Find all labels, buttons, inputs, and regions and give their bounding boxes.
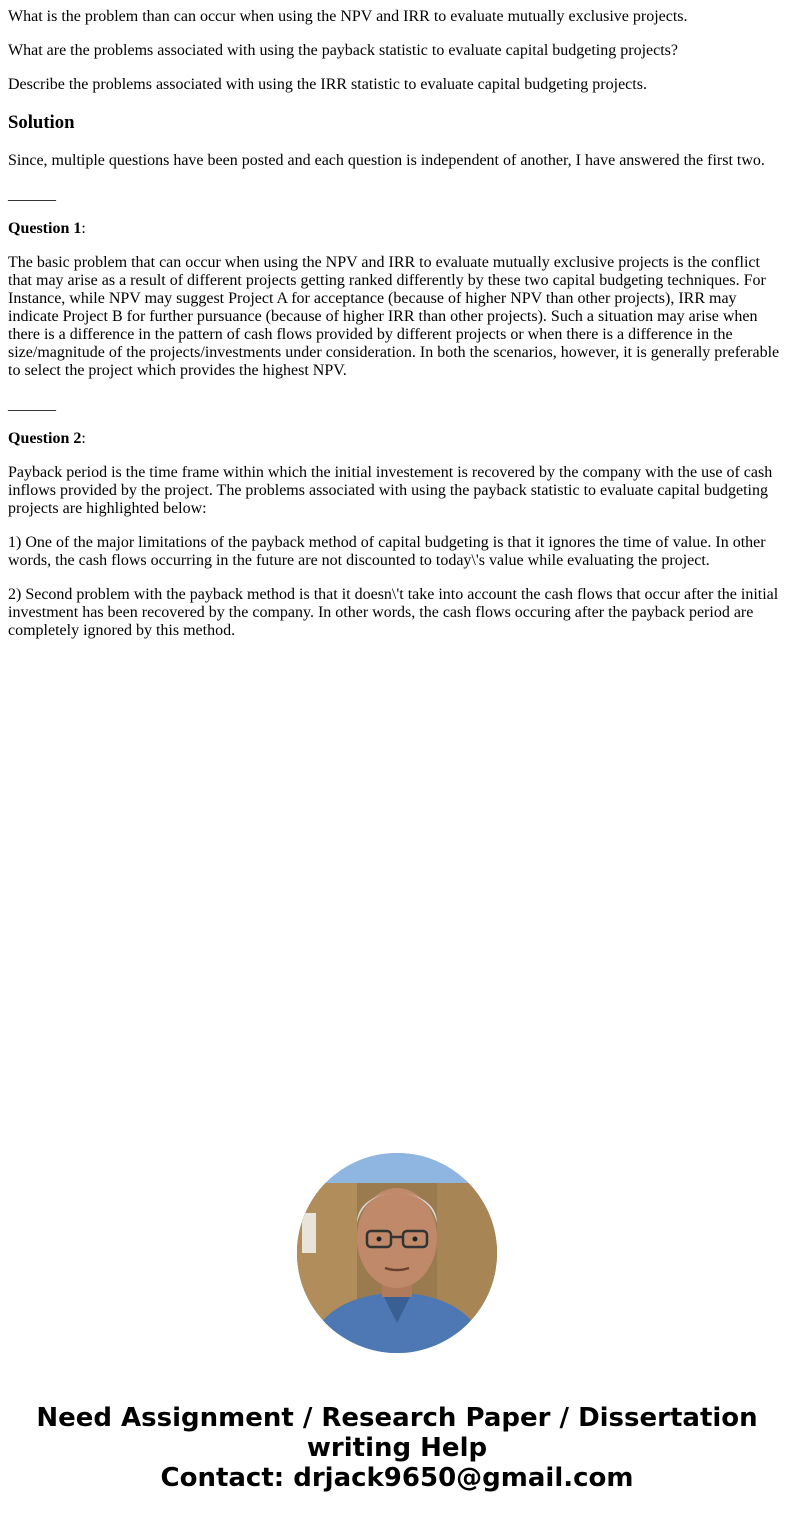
question-2-point-1: 1) One of the major limitations of the payback method of capital budgeting is that it ignores the time of value. In other words, the cash flows occurring in the future are not discounted to today\'s value while evaluating the project. bbox=[8, 534, 766, 569]
separator-2: ______ bbox=[8, 396, 56, 413]
question-2-label: Question 2 bbox=[8, 430, 82, 447]
document-body bbox=[8, 0, 786, 656]
question-1-heading: Question 1: bbox=[8, 220, 86, 237]
promo-contact: Contact: drjack9650@gmail.com bbox=[160, 1463, 634, 1493]
solution-heading: Solution bbox=[8, 112, 75, 133]
question-3-text: Describe the problems associated with using the IRR statistic to evaluate capital budgeting projects. bbox=[8, 76, 647, 93]
separator-1: ______ bbox=[8, 186, 56, 203]
question-2-text: What are the problems associated with using the payback statistic to evaluate capital budgeting projects? bbox=[8, 42, 678, 59]
solution-intro: Since, multiple questions have been posted and each question is independent of another, I have answered the first two. bbox=[8, 152, 765, 169]
question-2-intro: Payback period is the time frame within which the initial investement is recovered by the company with the use of cash inflows provided by the project. The problems associated with using the payback statistic to evaluate capital budgeting projects are highlighted below: bbox=[8, 464, 773, 517]
promo-banner bbox=[0, 1403, 794, 1493]
question-2-heading: Question 2: bbox=[8, 430, 86, 447]
promo-line-1: Need Assignment / Research Paper / Dissertation bbox=[36, 1403, 758, 1433]
question-1-answer: The basic problem that can occur when using the NPV and IRR to evaluate mutually exclusive projects is the conflict that may arise as a result of different projects getting ranked differently by these two capital budgeting techniques. For Instance, while NPV may suggest Project A for acceptance (because of higher NPV than other projects), IRR may indicate Project B for further pursuance (because of higher IRR than other projects). Such a situation may arise when there is a difference in the pattern of cash flows provided by different projects or when there is a difference in the size/magnitude of the projects/investments under consideration. In both the scenarios, however, it is generally preferable to select the project which provides the highest NPV. bbox=[8, 254, 780, 379]
question-2-point-2: 2) Second problem with the payback method is that it doesn\'t take into account the cash flows that occur after the initial investment has been recovered by the company. In other words, the cash flows occuring after the payback period are completely ignored by this method. bbox=[8, 586, 779, 639]
question-1-text: What is the problem than can occur when using the NPV and IRR to evaluate mutually exclusive projects. bbox=[8, 8, 688, 25]
question-1-label: Question 1 bbox=[8, 220, 82, 237]
avatar bbox=[297, 1153, 497, 1353]
promo-line-2: writing Help bbox=[306, 1433, 488, 1463]
avatar-portrait-image bbox=[297, 1153, 497, 1353]
